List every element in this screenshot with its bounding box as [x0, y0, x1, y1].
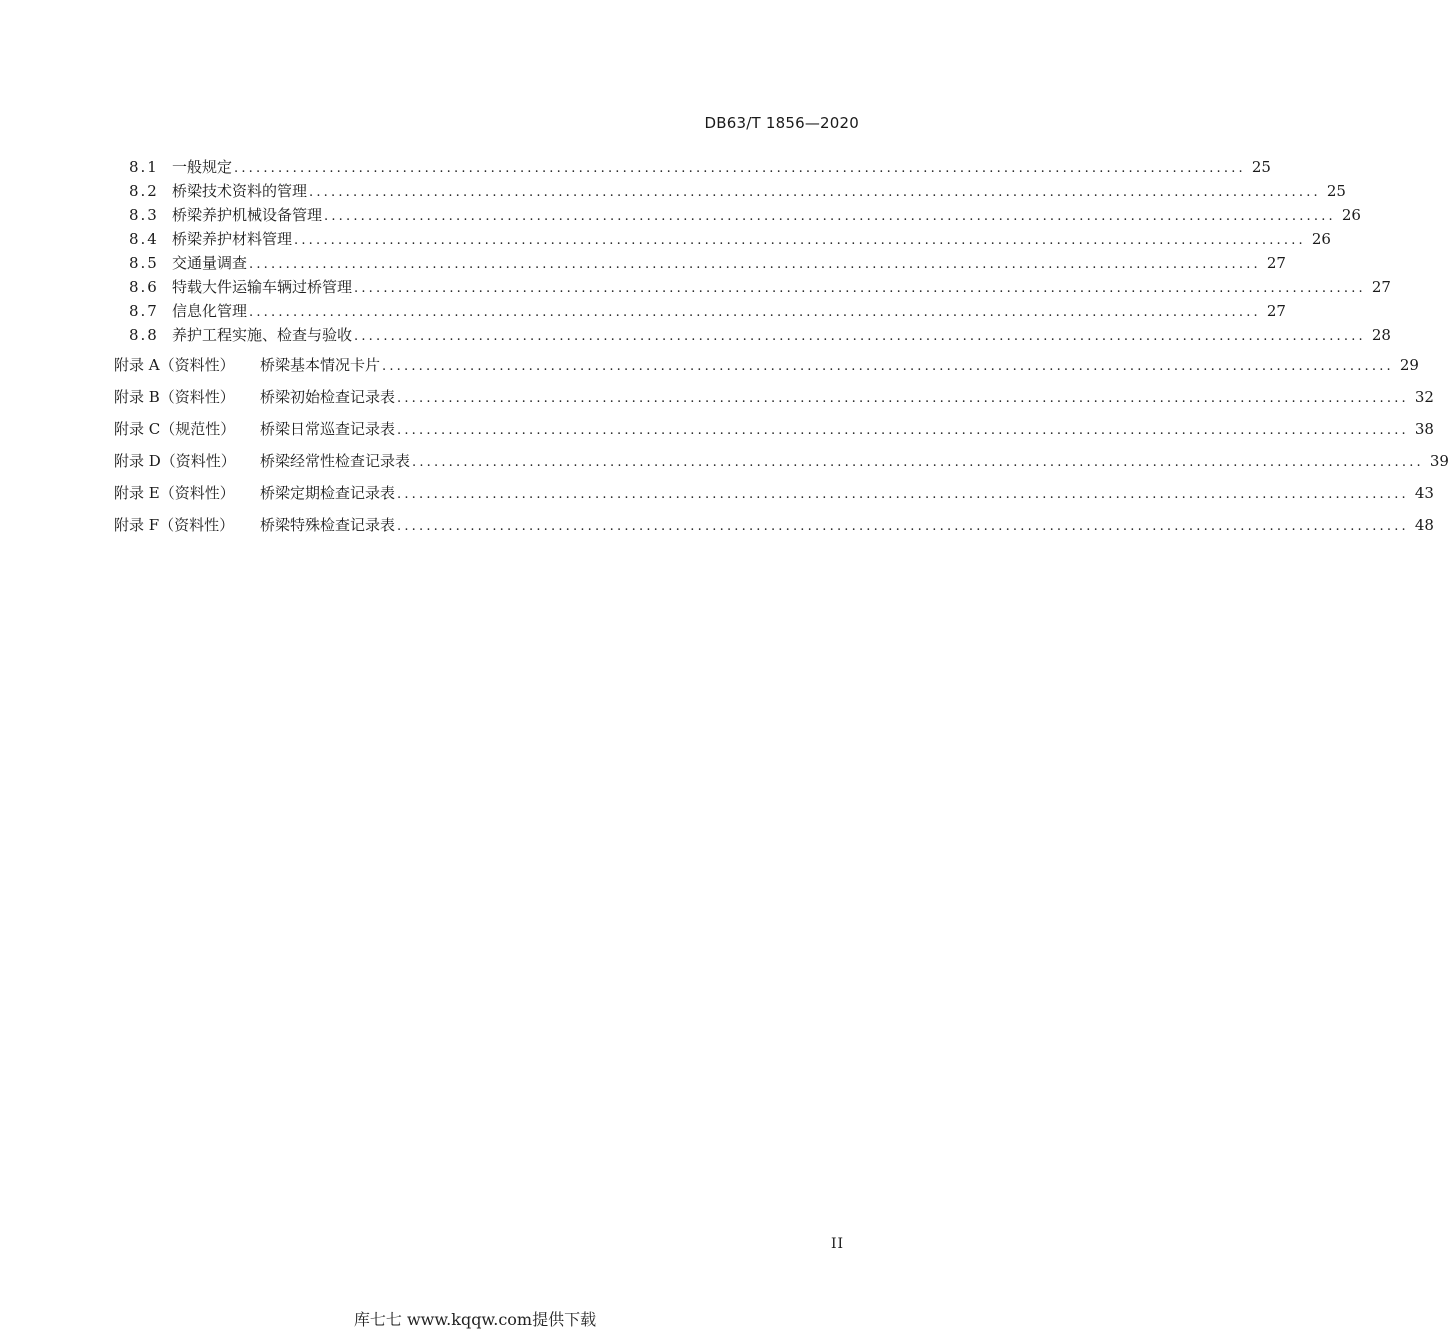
toc-entry-8-4[interactable] — [0, 228, 1331, 250]
toc-entry-8-2[interactable] — [0, 180, 1346, 202]
toc-leader-dots: .......................................................................................................................................... — [397, 391, 1409, 406]
toc-leader-dots: .......................................................................................................................................... — [397, 423, 1409, 438]
toc-leader-dots: .......................................................................................................................................... — [249, 257, 1261, 272]
toc-appendix-title: 桥梁日常巡查记录表 — [260, 420, 396, 438]
toc-entry-number: 8.1 — [129, 158, 159, 176]
toc-appendix-title: 桥梁定期检查记录表 — [260, 484, 396, 502]
toc-appendix-page: 29 — [1399, 356, 1419, 374]
toc-appendix-title: 桥梁特殊检查记录表 — [260, 516, 396, 534]
toc-leader-dots: .......................................................................................................................................... — [412, 455, 1424, 470]
toc-leader-dots: .......................................................................................................................................... — [397, 519, 1409, 534]
document-code: DB63/T 1856—2020 — [704, 114, 859, 132]
toc-leader-dots: .......................................................................................................................................... — [234, 161, 1246, 176]
toc-entry-title: 信息化管理 — [172, 302, 248, 320]
toc-appendix-label: 附录 D（资料性） — [114, 452, 236, 470]
toc-leader-dots: .......................................................................................................................................... — [324, 209, 1336, 224]
download-watermark: 库七七 www.kqqw.com提供下载 — [353, 1310, 597, 1329]
toc-appendix-b[interactable] — [0, 386, 1434, 408]
toc-entry-8-5[interactable] — [0, 252, 1286, 274]
toc-entry-title: 特载大件运输车辆过桥管理 — [172, 278, 353, 296]
toc-appendix-title: 桥梁经常性检查记录表 — [260, 452, 411, 470]
toc-appendix-label: 附录 E（资料性） — [114, 484, 235, 502]
toc-entry-page: 27 — [1371, 278, 1391, 296]
toc-entry-8-3[interactable] — [0, 204, 1361, 226]
toc-entry-page: 27 — [1266, 302, 1286, 320]
toc-entry-number: 8.2 — [129, 182, 159, 200]
toc-appendix-c[interactable] — [0, 418, 1434, 440]
toc-entry-number: 8.5 — [129, 254, 159, 272]
toc-entry-page: 25 — [1251, 158, 1271, 176]
toc-leader-dots: .......................................................................................................................................... — [309, 185, 1321, 200]
toc-appendix-d[interactable] — [0, 450, 1449, 472]
toc-entry-title: 交通量调查 — [172, 254, 248, 272]
toc-entry-page: 27 — [1266, 254, 1286, 272]
toc-entry-title: 一般规定 — [172, 158, 233, 176]
toc-appendix-label: 附录 F（资料性） — [114, 516, 235, 534]
toc-appendix-title: 桥梁初始检查记录表 — [260, 388, 396, 406]
toc-entry-title: 桥梁技术资料的管理 — [172, 182, 308, 200]
toc-leader-dots: .......................................................................................................................................... — [382, 359, 1394, 374]
toc-leader-dots: .......................................................................................................................................... — [354, 281, 1366, 296]
toc-leader-dots: .......................................................................................................................................... — [294, 233, 1306, 248]
toc-appendix-label: 附录 A（资料性） — [114, 356, 235, 374]
toc-appendix-label: 附录 B（资料性） — [114, 388, 235, 406]
toc-appendix-f[interactable] — [0, 514, 1434, 536]
toc-entry-page: 28 — [1371, 326, 1391, 344]
page-number: II — [830, 1236, 844, 1252]
toc-entry-number: 8.4 — [129, 230, 159, 248]
toc-appendix-e[interactable] — [0, 482, 1434, 504]
toc-leader-dots: .......................................................................................................................................... — [354, 329, 1366, 344]
toc-leader-dots: .......................................................................................................................................... — [249, 305, 1261, 320]
toc-entry-page: 26 — [1341, 206, 1361, 224]
toc-appendix-page: 43 — [1414, 484, 1434, 502]
toc-entry-number: 8.8 — [129, 326, 159, 344]
toc-entry-number: 8.7 — [129, 302, 159, 320]
toc-appendix-page: 38 — [1414, 420, 1434, 438]
toc-entry-page: 25 — [1326, 182, 1346, 200]
toc-entry-8-1[interactable] — [0, 156, 1271, 178]
toc-entry-title: 桥梁养护机械设备管理 — [172, 206, 323, 224]
toc-entry-title: 桥梁养护材料管理 — [172, 230, 293, 248]
toc-entry-8-7[interactable] — [0, 300, 1286, 322]
toc-appendix-page: 32 — [1414, 388, 1434, 406]
toc-leader-dots: .......................................................................................................................................... — [397, 487, 1409, 502]
toc-entry-title: 养护工程实施、检查与验收 — [172, 326, 353, 344]
toc-appendix-page: 48 — [1414, 516, 1434, 534]
toc-appendix-title: 桥梁基本情况卡片 — [260, 356, 381, 374]
toc-appendix-a[interactable] — [0, 354, 1419, 376]
toc-appendix-label: 附录 C（规范性） — [114, 420, 236, 438]
toc-entry-number: 8.3 — [129, 206, 159, 224]
toc-entry-page: 26 — [1311, 230, 1331, 248]
toc-entry-8-6[interactable] — [0, 276, 1391, 298]
toc-appendix-page: 39 — [1429, 452, 1449, 470]
toc-entry-number: 8.6 — [129, 278, 159, 296]
toc-entry-8-8[interactable] — [0, 324, 1391, 346]
